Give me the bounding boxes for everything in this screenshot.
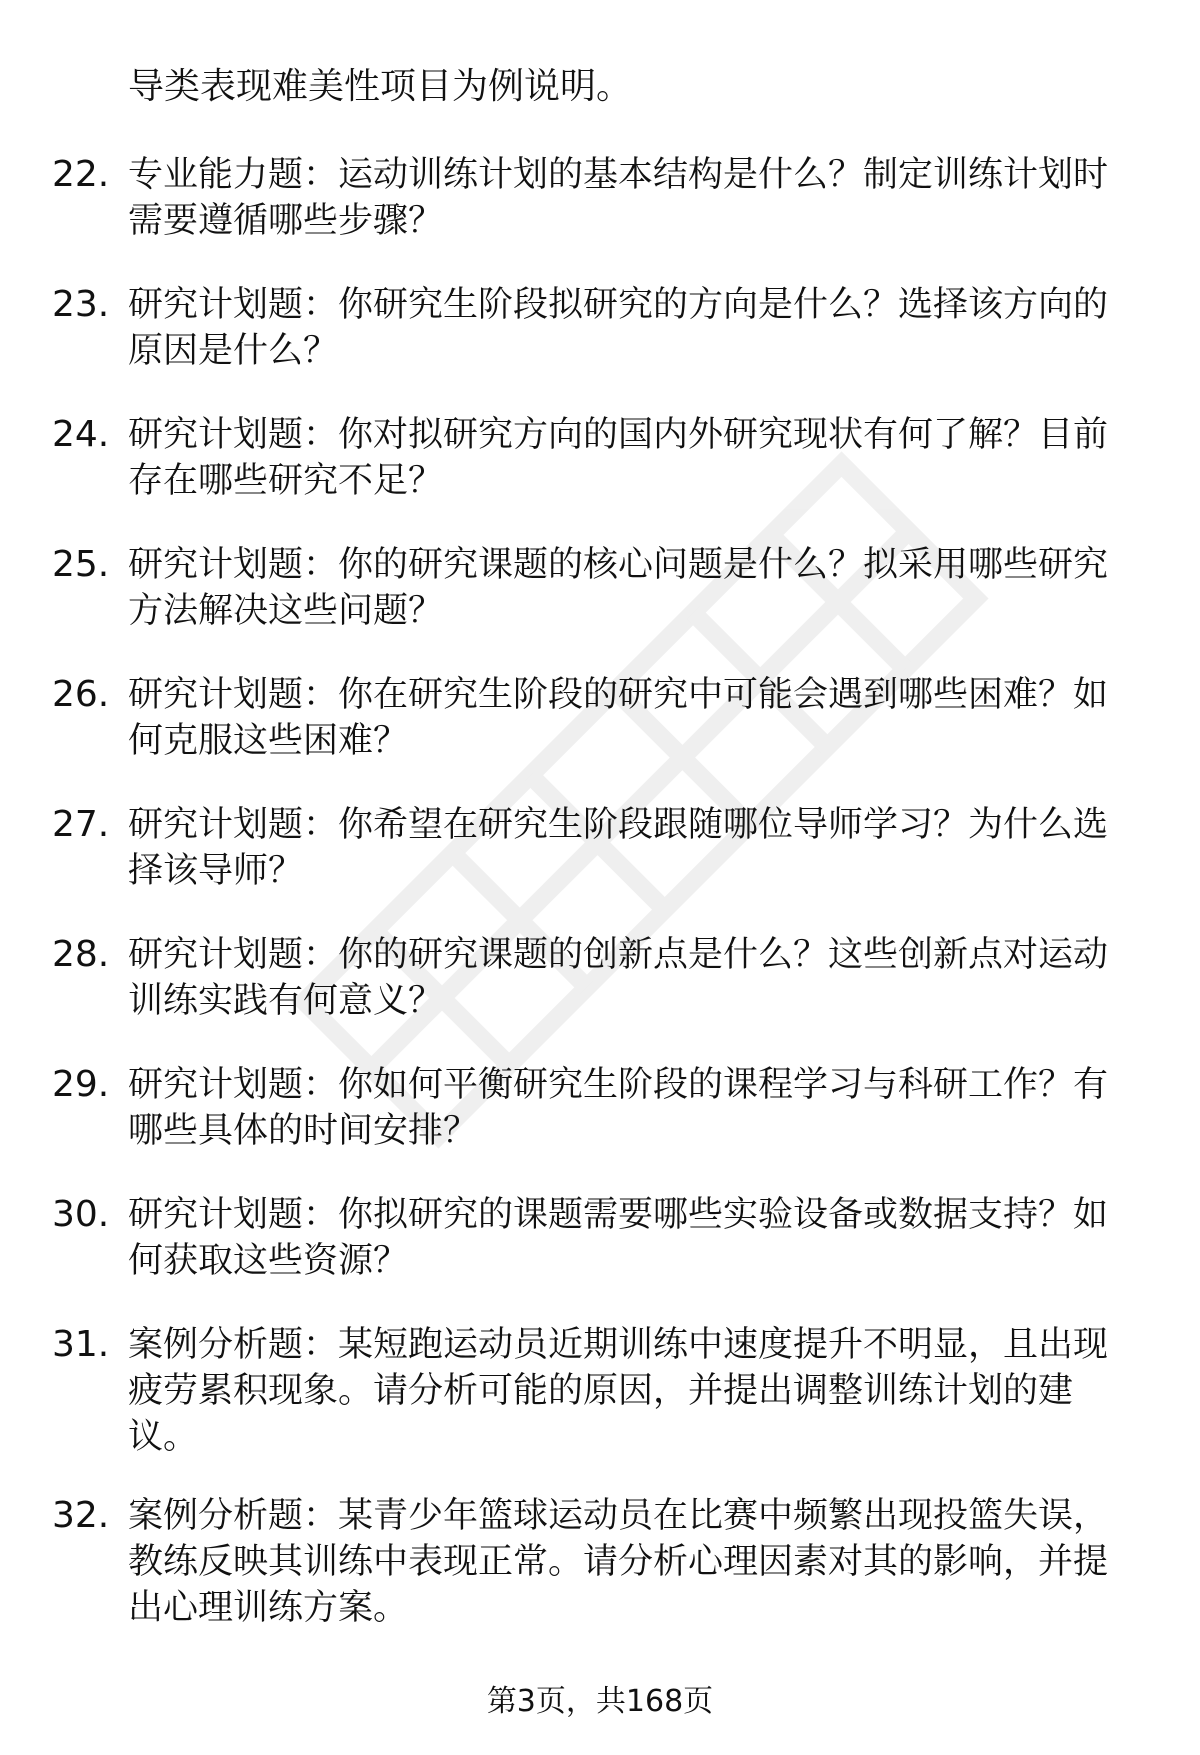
question-text [128,1493,1148,1631]
question-text-line: 原因是什么？ [128,331,339,371]
question-text [128,672,1148,764]
question-text [128,1192,1148,1284]
question-text [128,802,1148,894]
question-text-line: 专业能力题：运动训练计划的基本结构是什么？制定训练计划时 [128,155,1109,195]
question-text-line: 何克服这些困难？ [128,721,409,761]
question-text-line: 择该导师？ [128,851,304,891]
question-number: 31. [52,1324,110,1365]
question-text [128,152,1148,244]
question-number: 26. [52,674,110,715]
question-text-line: 研究计划题：你如何平衡研究生阶段的课程学习与科研工作？有 [128,1065,1109,1105]
question-text [128,1322,1148,1460]
question-text [128,282,1148,374]
question-text [128,412,1148,504]
question-text-line: 研究计划题：你在研究生阶段的研究中可能会遇到哪些困难？如 [128,675,1109,715]
question-text-line: 哪些具体的时间安排？ [128,1111,479,1151]
question-number: 28. [52,934,110,975]
page-footer: 第3页，共168页 [486,1684,714,1719]
question-text-line: 研究计划题：你对拟研究方向的国内外研究现状有何了解？目前 [128,415,1109,455]
question-number: 29. [52,1064,110,1105]
question-text-line: 出心理训练方案。 [128,1588,409,1628]
question-number: 23. [52,284,110,325]
question-number: 27. [52,804,110,845]
question-number: 22. [52,154,110,195]
question-text-line: 研究计划题：你研究生阶段拟研究的方向是什么？选择该方向的 [128,285,1109,325]
question-text-line: 训练实践有何意义？ [128,981,444,1021]
question-text-line: 案例分析题：某短跑运动员近期训练中速度提升不明显，且出现 [128,1325,1109,1365]
question-text-line: 研究计划题：你的研究课题的核心问题是什么？拟采用哪些研究 [128,545,1109,585]
question-text-line: 议。 [128,1417,199,1457]
question-text-line: 需要遵循哪些步骤？ [128,201,444,241]
question-text-line: 何获取这些资源？ [128,1241,409,1281]
question-text-line: 疲劳累积现象。请分析可能的原因，并提出调整训练计划的建 [128,1371,1074,1411]
intro-line: 导类表现难美性项目为例说明。 [128,66,633,107]
question-text [128,542,1148,634]
question-number: 30. [52,1194,110,1235]
question-text-line: 研究计划题：你的研究课题的创新点是什么？这些创新点对运动 [128,935,1109,975]
question-text-line: 教练反映其训练中表现正常。请分析心理因素对其的影响，并提 [128,1542,1109,1582]
question-text-line: 存在哪些研究不足？ [128,461,444,501]
question-text [128,1062,1148,1154]
question-text-line: 方法解决这些问题？ [128,591,444,631]
question-number: 32. [52,1495,110,1536]
question-number: 25. [52,544,110,585]
question-number: 24. [52,414,110,455]
question-text-line: 研究计划题：你希望在研究生阶段跟随哪位导师学习？为什么选 [128,805,1109,845]
question-text-line: 案例分析题：某青少年篮球运动员在比赛中频繁出现投篮失误， [128,1496,1109,1536]
question-text-line: 研究计划题：你拟研究的课题需要哪些实验设备或数据支持？如 [128,1195,1109,1235]
question-text [128,932,1148,1024]
